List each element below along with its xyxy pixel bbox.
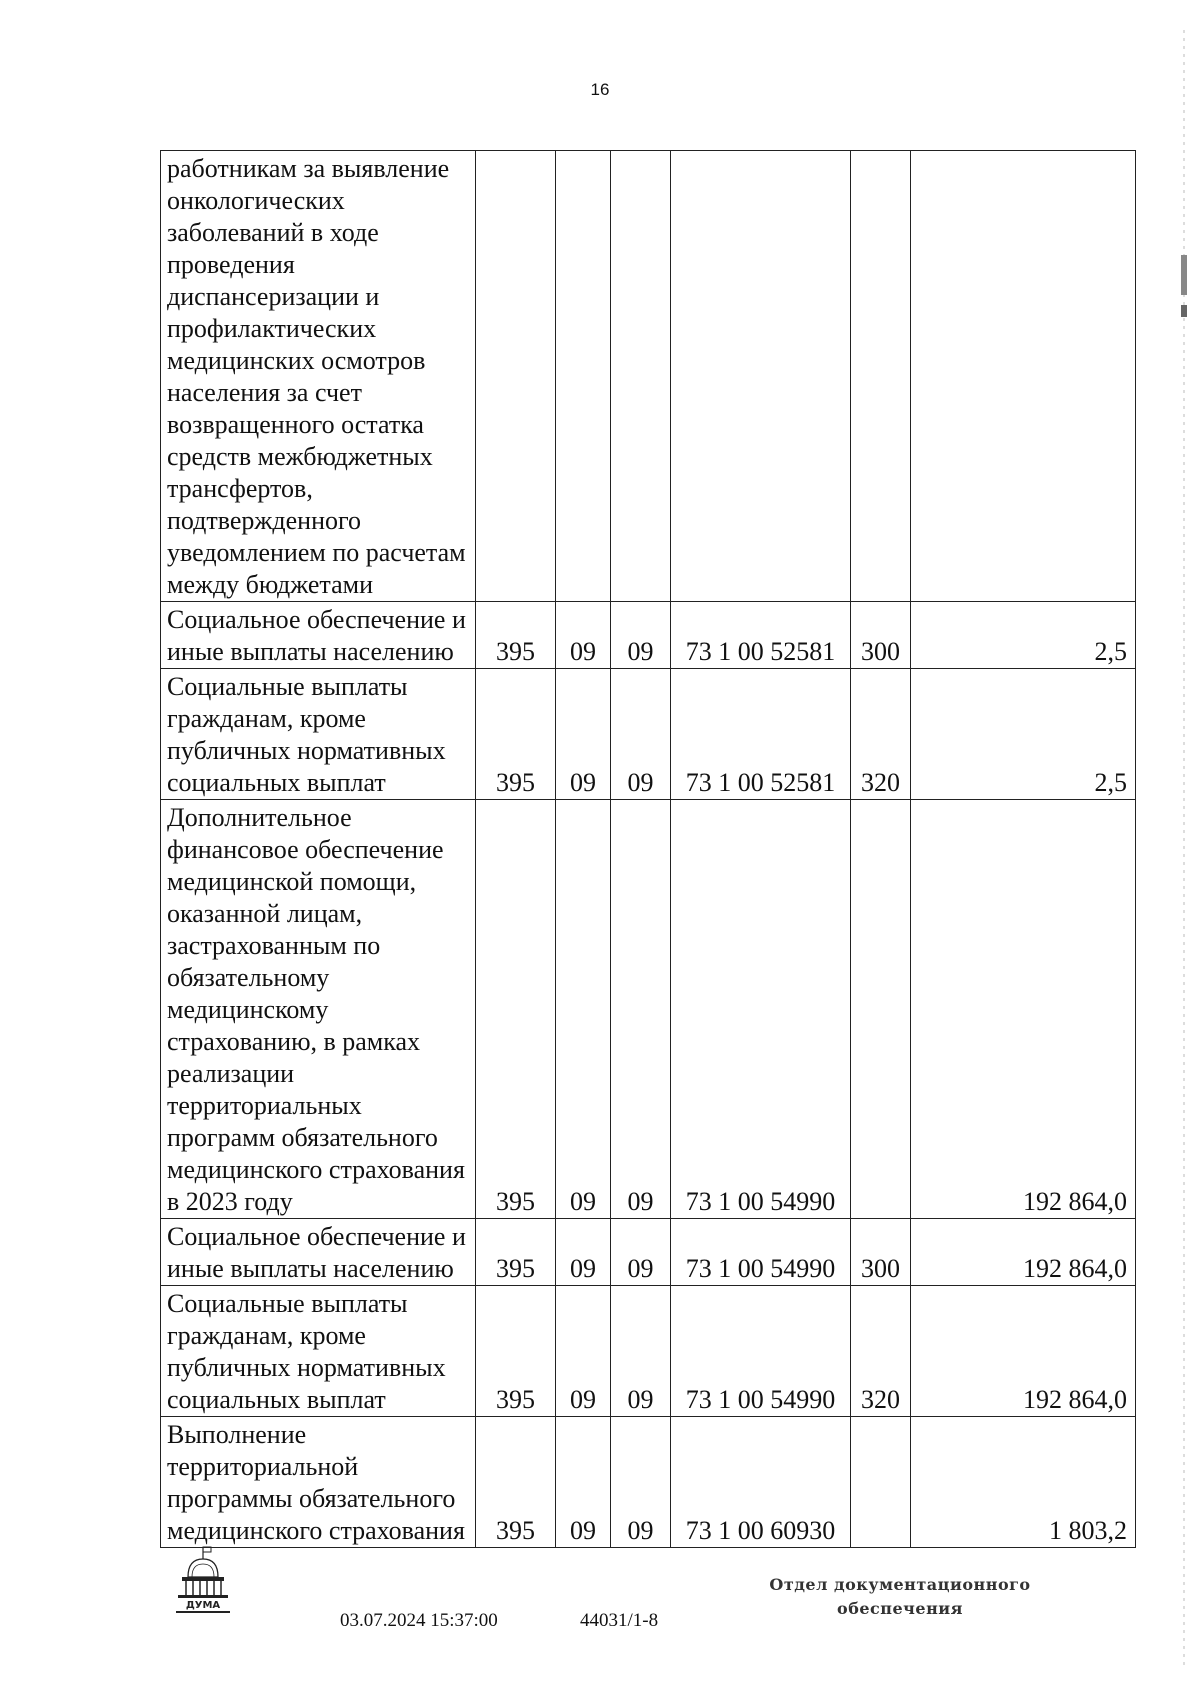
row-section-code: 09: [556, 1219, 611, 1286]
budget-table: [160, 150, 1136, 1548]
row-expense-type: [851, 151, 911, 602]
table-row: [161, 1417, 1136, 1548]
row-subsection-code: 09: [611, 1286, 671, 1417]
row-expense-type: [851, 800, 911, 1219]
row-ministry-code: 395: [476, 669, 556, 800]
page-number: 16: [590, 80, 610, 99]
row-amount: 192 864,0: [911, 800, 1136, 1219]
row-target-article: 73 1 00 54990: [671, 1219, 851, 1286]
table-row: [161, 669, 1136, 800]
row-subsection-code: 09: [611, 1417, 671, 1548]
row-subsection-code: 09: [611, 800, 671, 1219]
row-subsection-code: 09: [611, 669, 671, 800]
row-target-article: 73 1 00 52581: [671, 602, 851, 669]
row-expense-type: 300: [851, 1219, 911, 1286]
registration-timestamp: 03.07.2024 15:37:00: [340, 1610, 498, 1631]
row-amount: 1 803,2: [911, 1417, 1136, 1548]
row-target-article: 73 1 00 60930: [671, 1417, 851, 1548]
row-amount: 192 864,0: [911, 1286, 1136, 1417]
scan-edge-artifact: [1180, 30, 1188, 1670]
row-expense-type: 320: [851, 669, 911, 800]
table-row: [161, 800, 1136, 1219]
row-amount: 2,5: [911, 669, 1136, 800]
row-name: Социальные выплаты гражданам, кроме публичных нормативных социальных выплат: [161, 1286, 476, 1417]
row-section-code: [556, 151, 611, 602]
department-stamp-line1: Отдел документационного: [769, 1575, 1031, 1594]
row-name: Социальное обеспечение и иные выплаты населению: [161, 602, 476, 669]
row-name: Дополнительное финансовое обеспечение медицинской помощи, оказанной лицам, застрахованным по обязательному медицинскому страхованию, в рамках реализации территориальных программ обязательного медицинского страхования в 2023 году: [161, 800, 476, 1219]
row-target-article: 73 1 00 54990: [671, 800, 851, 1219]
row-subsection-code: [611, 151, 671, 602]
row-section-code: 09: [556, 800, 611, 1219]
row-target-article: 73 1 00 52581: [671, 669, 851, 800]
table-row: [161, 1286, 1136, 1417]
row-target-article: 73 1 00 54990: [671, 1286, 851, 1417]
row-expense-type: [851, 1417, 911, 1548]
row-section-code: 09: [556, 1286, 611, 1417]
department-stamp: [735, 1573, 1065, 1621]
row-ministry-code: 395: [476, 1286, 556, 1417]
row-subsection-code: 09: [611, 1219, 671, 1286]
duma-logo-text: ДУМА: [185, 1600, 221, 1611]
row-amount: 192 864,0: [911, 1219, 1136, 1286]
row-ministry-code: 395: [476, 1219, 556, 1286]
row-name: Выполнение территориальной программы обязательного медицинского страхования: [161, 1417, 476, 1548]
row-name: Социальные выплаты гражданам, кроме публичных нормативных социальных выплат: [161, 669, 476, 800]
row-ministry-code: 395: [476, 602, 556, 669]
row-expense-type: 300: [851, 602, 911, 669]
row-subsection-code: 09: [611, 602, 671, 669]
row-name: работникам за выявление онкологических заболеваний в ходе проведения диспансеризации и профилактических медицинских осмотров населения за счет возвращенного остатка средств межбюджетных трансфертов, подтвержденного уведомлением по расчетам между бюджетами: [161, 151, 476, 602]
row-expense-type: 320: [851, 1286, 911, 1417]
row-section-code: 09: [556, 602, 611, 669]
row-ministry-code: 395: [476, 1417, 556, 1548]
row-target-article: [671, 151, 851, 602]
row-amount: 2,5: [911, 602, 1136, 669]
row-section-code: 09: [556, 669, 611, 800]
row-amount: [911, 151, 1136, 602]
duma-building-icon: [172, 1545, 234, 1617]
duma-logo: [172, 1545, 234, 1617]
table-row: [161, 151, 1136, 602]
table-row: [161, 602, 1136, 669]
row-ministry-code: [476, 151, 556, 602]
table-row: [161, 1219, 1136, 1286]
row-ministry-code: 395: [476, 800, 556, 1219]
row-name: Социальное обеспечение и иные выплаты населению: [161, 1219, 476, 1286]
row-section-code: 09: [556, 1417, 611, 1548]
department-stamp-line2: обеспечения: [837, 1599, 963, 1618]
page-footer: [0, 1545, 1200, 1665]
registration-number: 44031/1-8: [580, 1610, 659, 1631]
